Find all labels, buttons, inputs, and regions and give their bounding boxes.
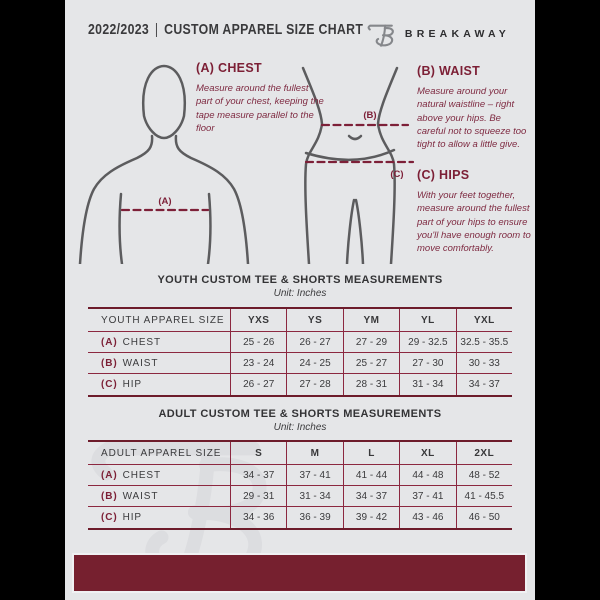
youth-size-col: YL <box>399 309 455 332</box>
hips-marker-label: (C) <box>390 169 404 180</box>
table-cell: 27 - 29 <box>343 332 399 353</box>
table-cell: 27 - 28 <box>286 374 342 395</box>
chest-marker-label: (A) <box>158 196 172 207</box>
adult-header-cell: ADULT APPAREL SIZE <box>88 442 230 465</box>
table-cell: 30 - 33 <box>456 353 512 374</box>
adult-row-label: (B) WAIST <box>88 486 230 507</box>
youth-size-table <box>88 307 512 397</box>
waist-guide-body: Measure around your natural waistline – right above your hips. Be careful not to squeeze too tight to allow a little give. <box>417 86 527 151</box>
table-cell: 32.5 - 35.5 <box>456 332 512 353</box>
adult-size-col: XL <box>399 442 455 465</box>
table-cell: 41 - 44 <box>343 465 399 486</box>
hips-guide <box>417 168 531 255</box>
adult-size-col: 2XL <box>456 442 512 465</box>
table-cell: 23 - 24 <box>230 353 286 374</box>
table-cell: 26 - 27 <box>286 332 342 353</box>
chest-guide-body: Measure around the fullest part of your chest, keeping the tape measure parallel to the floor <box>196 83 324 134</box>
table-cell: 43 - 46 <box>399 507 455 528</box>
page-title <box>88 21 363 38</box>
adult-table-title: ADULT CUSTOM TEE & SHORTS MEASUREMENTS <box>158 408 442 420</box>
table-cell: 39 - 42 <box>343 507 399 528</box>
hips-guide-heading: (C) HIPS <box>417 168 470 182</box>
table-cell: 37 - 41 <box>399 486 455 507</box>
youth-size-col: YXS <box>230 309 286 332</box>
adult-row-label: (C) HIP <box>101 512 142 523</box>
youth-size-col: YXL <box>456 309 512 332</box>
table-cell: 25 - 27 <box>343 353 399 374</box>
youth-table-title: YOUTH CUSTOM TEE & SHORTS MEASUREMENTS <box>157 274 443 286</box>
table-cell: 34 - 37 <box>230 465 286 486</box>
adult-row-label: (A) CHEST <box>88 465 230 486</box>
table-cell: 46 - 50 <box>456 507 512 528</box>
adult-size-col: S <box>230 442 286 465</box>
table-cell: 37 - 41 <box>286 465 342 486</box>
table-cell: 26 - 27 <box>230 374 286 395</box>
table-cell: 36 - 39 <box>286 507 342 528</box>
youth-table-unit: Unit: Inches <box>273 288 327 299</box>
table-cell: 48 - 52 <box>456 465 512 486</box>
breakaway-b-logo-icon <box>366 19 396 49</box>
youth-size-col: YS <box>286 309 342 332</box>
table-cell: 34 - 37 <box>456 374 512 395</box>
adult-size-col: L <box>343 442 399 465</box>
size-chart-page <box>65 0 535 600</box>
table-cell: 29 - 32.5 <box>399 332 455 353</box>
table-cell: 24 - 25 <box>286 353 342 374</box>
table-cell: 25 - 26 <box>230 332 286 353</box>
season-label: 2022/2023 <box>88 21 150 38</box>
youth-row-label: (C) HIP <box>101 379 142 390</box>
chest-guide <box>196 61 324 135</box>
youth-size-col: YM <box>343 309 399 332</box>
table-cell: 29 - 31 <box>230 486 286 507</box>
table-cell: 34 - 37 <box>343 486 399 507</box>
brand-name: BREAKAWAY <box>404 28 510 40</box>
table-cell: 41 - 45.5 <box>456 486 512 507</box>
adult-size-col: M <box>286 442 342 465</box>
adult-size-table <box>88 440 512 530</box>
table-cell: 28 - 31 <box>343 374 399 395</box>
table-cell: 31 - 34 <box>399 374 455 395</box>
hips-guide-body: With your feet together, measure around the fullest part of your hips to ensure you'll have enough room to move comfortably. <box>417 190 531 255</box>
youth-row-label: (B) WAIST <box>88 353 230 374</box>
waist-guide-heading: (B) WAIST <box>417 64 481 78</box>
page-header <box>88 18 510 46</box>
waist-guide <box>417 64 531 151</box>
chest-guide-heading: (A) CHEST <box>196 61 262 75</box>
table-cell: 34 - 36 <box>230 507 286 528</box>
title-separator: | <box>154 21 159 38</box>
footer-accent-bar <box>72 553 527 593</box>
youth-header-cell: YOUTH APPAREL SIZE <box>88 309 230 332</box>
adult-table-unit: Unit: Inches <box>273 422 327 433</box>
table-cell: 44 - 48 <box>399 465 455 486</box>
title-text: CUSTOM APPAREL SIZE CHART <box>164 21 364 38</box>
youth-row-label: (A) CHEST <box>88 332 230 353</box>
table-cell: 27 - 30 <box>399 353 455 374</box>
table-cell: 31 - 34 <box>286 486 342 507</box>
waist-marker-label: (B) <box>363 110 377 121</box>
brand-block <box>366 19 510 49</box>
